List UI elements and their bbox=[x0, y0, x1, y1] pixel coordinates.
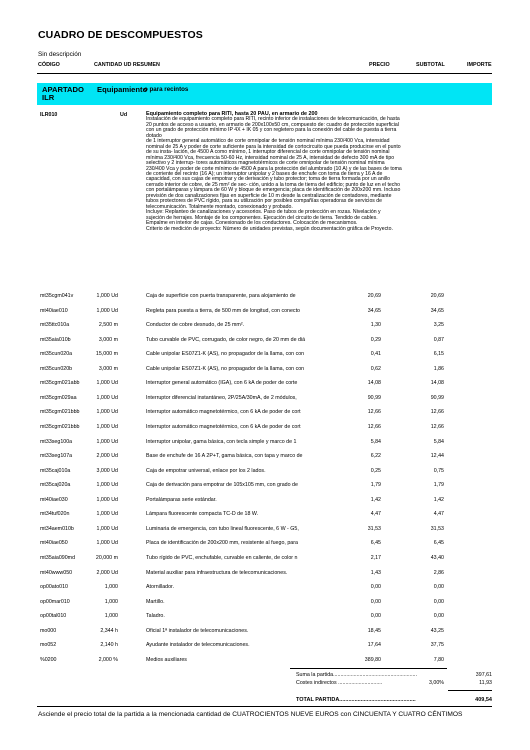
sum-label: Suma la partida......................................................... bbox=[296, 672, 417, 678]
row-code: op00ato010 bbox=[40, 584, 68, 590]
document-title: CUADRO DE DESCOMPUESTOS bbox=[38, 29, 203, 41]
row-subtotal: 2,86 bbox=[433, 569, 444, 576]
row-code: %0200 bbox=[40, 656, 57, 663]
table-row bbox=[0, 395, 530, 403]
row-code: mt35aia090md bbox=[40, 554, 76, 561]
row-code: op00mar010 bbox=[40, 598, 70, 605]
row-quantity: 15,000 m bbox=[95, 351, 118, 358]
section-equipamiento: Equipamiento bbox=[97, 85, 148, 94]
table-row bbox=[0, 439, 530, 447]
row-price: 12,66 bbox=[367, 409, 381, 416]
subtotal-divider bbox=[290, 668, 447, 669]
row-quantity: 1,000 Ud bbox=[96, 394, 118, 401]
row-subtotal: 34,65 bbox=[430, 307, 444, 314]
row-subtotal: 43,40 bbox=[430, 554, 444, 561]
row-code: mt35cgm029aa bbox=[40, 394, 77, 401]
row-description: Regleta para puesta a tierra, de 500 mm de longitud, con conecto bbox=[146, 307, 301, 314]
total-row bbox=[0, 697, 530, 705]
table-row bbox=[0, 511, 530, 519]
table-row bbox=[0, 424, 530, 432]
row-description: Interruptor automático magnetotérmico, con 6 kA de poder de cort bbox=[146, 409, 301, 416]
table-row bbox=[0, 468, 530, 476]
row-price: 17,64 bbox=[367, 642, 381, 649]
row-description: Oficial 1ª instalador de telecomunicaciones. bbox=[146, 627, 249, 634]
row-quantity: 2,000 % bbox=[98, 656, 118, 663]
row-code: mt35caj020a bbox=[40, 482, 71, 489]
table-row bbox=[0, 380, 530, 388]
row-price: 90,99 bbox=[367, 394, 381, 401]
sum-value: 397,61 bbox=[475, 672, 492, 678]
row-code: mt35aia010b bbox=[40, 336, 71, 343]
row-code: mt35cgm041v bbox=[40, 293, 74, 299]
row-code: mt40www050 bbox=[40, 569, 73, 576]
row-subtotal: 5,84 bbox=[433, 438, 444, 445]
row-price: 4,47 bbox=[370, 511, 381, 518]
row-quantity: 1,000 Ud bbox=[96, 438, 118, 445]
row-quantity: 1,000 Ud bbox=[96, 525, 118, 532]
row-subtotal: 4,47 bbox=[433, 511, 444, 518]
row-price: 5,84 bbox=[370, 438, 381, 445]
row-subtotal: 1,86 bbox=[433, 365, 444, 372]
table-row bbox=[0, 657, 530, 665]
column-amount: IMPORTE bbox=[467, 62, 492, 68]
row-subtotal: 6,15 bbox=[433, 351, 444, 358]
indirect-costs-label: Costes indirectos .............................. bbox=[296, 680, 383, 686]
row-quantity: 1,000 bbox=[104, 584, 118, 590]
main-item-code: ILR010 bbox=[40, 112, 58, 118]
main-item-description bbox=[146, 112, 446, 232]
row-quantity: 3,000 m bbox=[98, 336, 118, 343]
table-row bbox=[0, 322, 530, 330]
row-subtotal: 12,66 bbox=[430, 424, 444, 430]
row-description: Tubo rígido de PVC, enchufable, curvable en caliente, de color n bbox=[146, 554, 298, 561]
row-quantity: 1,000 Ud bbox=[96, 293, 118, 299]
document-subtitle: Sin descripción bbox=[38, 51, 82, 58]
row-description: Portalámparas serie estándar. bbox=[146, 496, 217, 503]
row-description: Interruptor automático magnetotérmico, con 6 kA de poder de cort bbox=[146, 424, 301, 430]
header-divider bbox=[37, 73, 492, 74]
row-code: mt35cun020a bbox=[40, 351, 73, 358]
row-quantity: 1,000 Ud bbox=[96, 482, 118, 489]
row-description: Caja de derivación para empotrar de 105x105 mm, con grado de bbox=[146, 482, 298, 489]
row-description: Caja de superficie con puerta transparente, para alojamiento de bbox=[146, 293, 296, 299]
row-description: Lámpara fluorescente compacta TC-D de 18 W. bbox=[146, 511, 259, 518]
row-code: mo052 bbox=[40, 642, 57, 649]
row-subtotal: 0,87 bbox=[433, 336, 444, 343]
row-subtotal: 0,00 bbox=[433, 584, 444, 590]
table-row bbox=[0, 642, 530, 650]
row-quantity: 1,000 bbox=[104, 598, 118, 605]
row-price: 0,29 bbox=[370, 336, 381, 343]
row-description: Medios auxiliares bbox=[146, 656, 187, 663]
row-price: 0,00 bbox=[370, 613, 381, 620]
total-in-words: Asciende el precio total de la partida a la mencionada cantidad de CUATROCIENTOS NUEVE EUROS con CINCUENTA Y CUATRO CÉNTIMOS bbox=[38, 711, 463, 718]
row-description: Interruptor general automático (IGA), con 6 kA de poder de corte bbox=[146, 380, 298, 387]
table-row bbox=[0, 584, 530, 592]
row-price: 0,62 bbox=[370, 365, 381, 372]
table-row bbox=[0, 555, 530, 563]
table-row bbox=[0, 409, 530, 417]
row-description: Base de enchufe de 16 A 2P+T, gama básica, con tapa y marco de bbox=[146, 453, 303, 460]
row-price: 0,00 bbox=[370, 584, 381, 590]
row-subtotal: 0,00 bbox=[433, 598, 444, 605]
row-price: 389,80 bbox=[364, 656, 381, 663]
main-item-unit: Ud bbox=[120, 112, 128, 118]
table-row bbox=[0, 351, 530, 359]
row-quantity: 1,000 bbox=[104, 613, 118, 620]
row-price: 2,17 bbox=[370, 554, 381, 561]
table-row bbox=[0, 497, 530, 505]
row-quantity: 2,000 Ud bbox=[96, 453, 118, 460]
row-description: Material auxiliar para infraestructura de telecomunicaciones. bbox=[146, 569, 288, 576]
row-quantity: 1,000 Ud bbox=[96, 424, 118, 430]
row-quantity: 1,000 Ud bbox=[96, 409, 118, 416]
main-item-body: Instalación de equipamiento completo para RITI, recinto inferior de instalaciones de telecomunicación, de hasta 20 puntos de acceso a usuario, en armario de 200x100x50 cm, compuesto de: cuadro de protección superficial con un grado de protección mínimo IP 4X + IK 05 y con regletero para la conexión del cable de puesta a tierra dotado de 1 interruptor general automático de corte omnipolar de tensión nominal mínima 230/400 Vca, intensidad nominal de 25 A y poder de corte suficiente para la intensidad de cortocircuito que pueda producirse en el punto de su insta- lación, de 4500 A como mínimo, 1 interruptor diferencial de corte omnipolar de tensión nominal mínima 230/400 Vca, frecuencia 50-60 Hz, intensidad nominal de 25 A, intensidad de defecto 300 mA de tipo selectivo y 2 interrup- tores automáticos magnetotérmicos de corte omnipolar de tensión nominal mínima 230/400 Vca y poder de corte mínimo de 4500 A para la protección del alumbrado (10 A) y de las bases de toma de corriente del recinto (16 A); un interruptor unipolar y 2 bases de enchufe con toma de tierra y 16 A de capacidad, con sus cajas de empotrar y de derivación y tubo protector; toma de tierra formada por un anillo cerrado interior de cobre, de 25 mm² de sec- ción, unido a la toma de tierra del edificio; punto de luz en el techo con portalámparas y lámpara de 60 W y bloque de emergencia; placa de identificación de 200x200 mm. Incluso previsión de dos canalizaciones fijas en superficie de 10 m desde la centralización de contadores, mediante tubos protectores de PVC rígido, para su utilización por posibles compañías operadoras de servicios de telecomunicación. Totalmente montado, conexionado y probado. Incluye: Replanteo de canalizaciones y accesorios. Paso de tubos de protección en rozas. Nivelación y sujeción de herrajes. Montaje de los componentes. Ejecución del circuito de tierra. Tendido de cables. Empalme en interior de cajas. Conexionado de los conductores. Colocación de mecanismos. Criterio de medición de proyecto: Número de unidades previstas, según documentación gráfica de Proyecto. bbox=[146, 116, 402, 232]
table-row bbox=[0, 293, 530, 301]
table-row bbox=[0, 453, 530, 461]
row-description: Caja de empotrar universal, enlace por los 2 lados. bbox=[146, 467, 266, 474]
section-header-band bbox=[37, 83, 492, 105]
row-price: 1,30 bbox=[370, 322, 381, 329]
table-row bbox=[0, 540, 530, 548]
row-price: 0,41 bbox=[370, 351, 381, 358]
row-price: 1,79 bbox=[370, 482, 381, 489]
row-subtotal: 90,99 bbox=[430, 394, 444, 401]
row-subtotal: 37,75 bbox=[430, 642, 444, 649]
row-price: 0,25 bbox=[370, 467, 381, 474]
row-code: mt35caj010a bbox=[40, 467, 71, 474]
row-code: mt40iae010 bbox=[40, 307, 68, 314]
column-qty-ud-summary: CANTIDAD UD RESUMEN bbox=[94, 62, 160, 68]
main-item-title: Equipamiento completo para RITI, hasta 20 PAU, en armario de 200 bbox=[146, 111, 318, 117]
row-code: mt34aem010b bbox=[40, 525, 74, 532]
row-subtotal: 12,66 bbox=[430, 409, 444, 416]
row-quantity: 1,000 Ud bbox=[96, 307, 118, 314]
row-code: mt40iae050 bbox=[40, 540, 68, 547]
total-label: TOTAL PARTIDA.................................................. bbox=[296, 697, 416, 703]
row-description: Interruptor unipolar, gama básica, con tecla simple y marco de 1 bbox=[146, 438, 297, 445]
table-row bbox=[0, 308, 530, 316]
row-quantity: 2,000 Ud bbox=[96, 569, 118, 576]
row-quantity: 3,000 Ud bbox=[96, 467, 118, 474]
indirect-costs-value: 11,93 bbox=[479, 680, 492, 686]
table-row bbox=[0, 482, 530, 490]
row-code: op00tal010 bbox=[40, 613, 67, 620]
row-price: 1,43 bbox=[370, 569, 381, 576]
row-description: Placa de identificación de 200x200 mm, resistente al fuego, para bbox=[146, 540, 298, 547]
sum-row bbox=[0, 672, 530, 680]
row-subtotal: 12,44 bbox=[430, 453, 444, 460]
column-subtotal: SUBTOTAL bbox=[416, 62, 445, 68]
row-description: Martillo. bbox=[146, 598, 165, 605]
row-description: Interruptor diferencial instantáneo, 2P/25A/30mA, de 2 módulos, bbox=[146, 394, 297, 401]
row-quantity: 1,000 Ud bbox=[96, 540, 118, 547]
row-description: Tubo curvable de PVC, corrugado, de color negro, de 20 mm de diá bbox=[146, 336, 306, 343]
row-subtotal: 6,45 bbox=[433, 540, 444, 547]
total-divider-short bbox=[448, 690, 492, 691]
row-code: mt35cun020b bbox=[40, 365, 73, 372]
row-price: 31,53 bbox=[367, 525, 381, 532]
row-subtotal: 7,80 bbox=[433, 656, 444, 663]
row-price: 6,22 bbox=[370, 453, 381, 460]
row-quantity: 1,000 Ud bbox=[96, 496, 118, 503]
row-code: mt34tuf020n bbox=[40, 511, 70, 518]
column-code: CÓDIGO bbox=[38, 62, 60, 68]
row-subtotal: 1,42 bbox=[433, 496, 444, 503]
row-price: 34,65 bbox=[367, 307, 381, 314]
section-title: o para recintos bbox=[144, 86, 189, 93]
row-quantity: 20,000 m bbox=[95, 554, 118, 561]
section-apartado: APARTADO ILR bbox=[42, 85, 84, 102]
row-code: mt33seg107a bbox=[40, 453, 73, 460]
row-price: 20,69 bbox=[367, 293, 381, 299]
row-quantity: 3,000 m bbox=[98, 365, 118, 372]
row-subtotal: 14,08 bbox=[430, 380, 444, 387]
row-code: mt35cgm021bbb bbox=[40, 409, 80, 416]
row-subtotal: 43,25 bbox=[430, 627, 444, 634]
row-code: mt40iae030 bbox=[40, 496, 68, 503]
table-row bbox=[0, 526, 530, 534]
row-description: Atornillador. bbox=[146, 584, 174, 590]
indirect-costs-percent: 3,00% bbox=[428, 680, 444, 686]
row-quantity: 1,000 Ud bbox=[96, 511, 118, 518]
row-code: mt35cgm021bbb bbox=[40, 424, 80, 430]
table-row bbox=[0, 599, 530, 607]
row-subtotal: 3,25 bbox=[433, 322, 444, 329]
row-code: mt35ttc010a bbox=[40, 322, 70, 329]
column-price: PRECIO bbox=[369, 62, 390, 68]
row-description: Taladro. bbox=[146, 613, 165, 620]
row-price: 14,08 bbox=[367, 380, 381, 387]
row-description: Cable unipolar ES07Z1-K (AS), no propagador de la llama, con con bbox=[146, 351, 305, 358]
row-description: Conductor de cobre desnudo, de 25 mm². bbox=[146, 322, 245, 329]
row-code: mt33seg100a bbox=[40, 438, 73, 445]
row-quantity: 2,344 h bbox=[100, 627, 118, 634]
row-quantity: 1,000 Ud bbox=[96, 380, 118, 387]
row-description: Luminaria de emergencia, con tubo lineal fluorescente, 6 W - G5, bbox=[146, 525, 299, 532]
row-price: 1,42 bbox=[370, 496, 381, 503]
table-row bbox=[0, 366, 530, 374]
row-description: Cable unipolar ES07Z1-K (AS), no propagador de la llama, con con bbox=[146, 365, 305, 372]
table-row bbox=[0, 570, 530, 578]
row-code: mo000 bbox=[40, 627, 57, 634]
row-subtotal: 0,75 bbox=[433, 467, 444, 474]
table-row bbox=[0, 337, 530, 345]
row-price: 18,45 bbox=[367, 627, 381, 634]
total-value: 409,54 bbox=[475, 697, 492, 703]
row-subtotal: 1,79 bbox=[433, 482, 444, 489]
row-code: mt35cgm021abb bbox=[40, 380, 80, 387]
row-subtotal: 0,00 bbox=[433, 613, 444, 620]
row-subtotal: 31,53 bbox=[430, 525, 444, 532]
row-price: 12,66 bbox=[367, 424, 381, 430]
table-row bbox=[0, 628, 530, 636]
table-row bbox=[0, 613, 530, 621]
row-quantity: 2,500 m bbox=[98, 322, 118, 329]
row-description: Ayudante instalador de telecomunicaciones. bbox=[146, 642, 250, 649]
row-price: 6,45 bbox=[370, 540, 381, 547]
row-price: 0,00 bbox=[370, 598, 381, 605]
row-subtotal: 20,69 bbox=[430, 293, 444, 299]
row-quantity: 2,140 h bbox=[100, 642, 118, 649]
footer-divider bbox=[37, 706, 492, 707]
column-header-row bbox=[0, 62, 530, 71]
indirect-costs-row bbox=[0, 680, 530, 688]
